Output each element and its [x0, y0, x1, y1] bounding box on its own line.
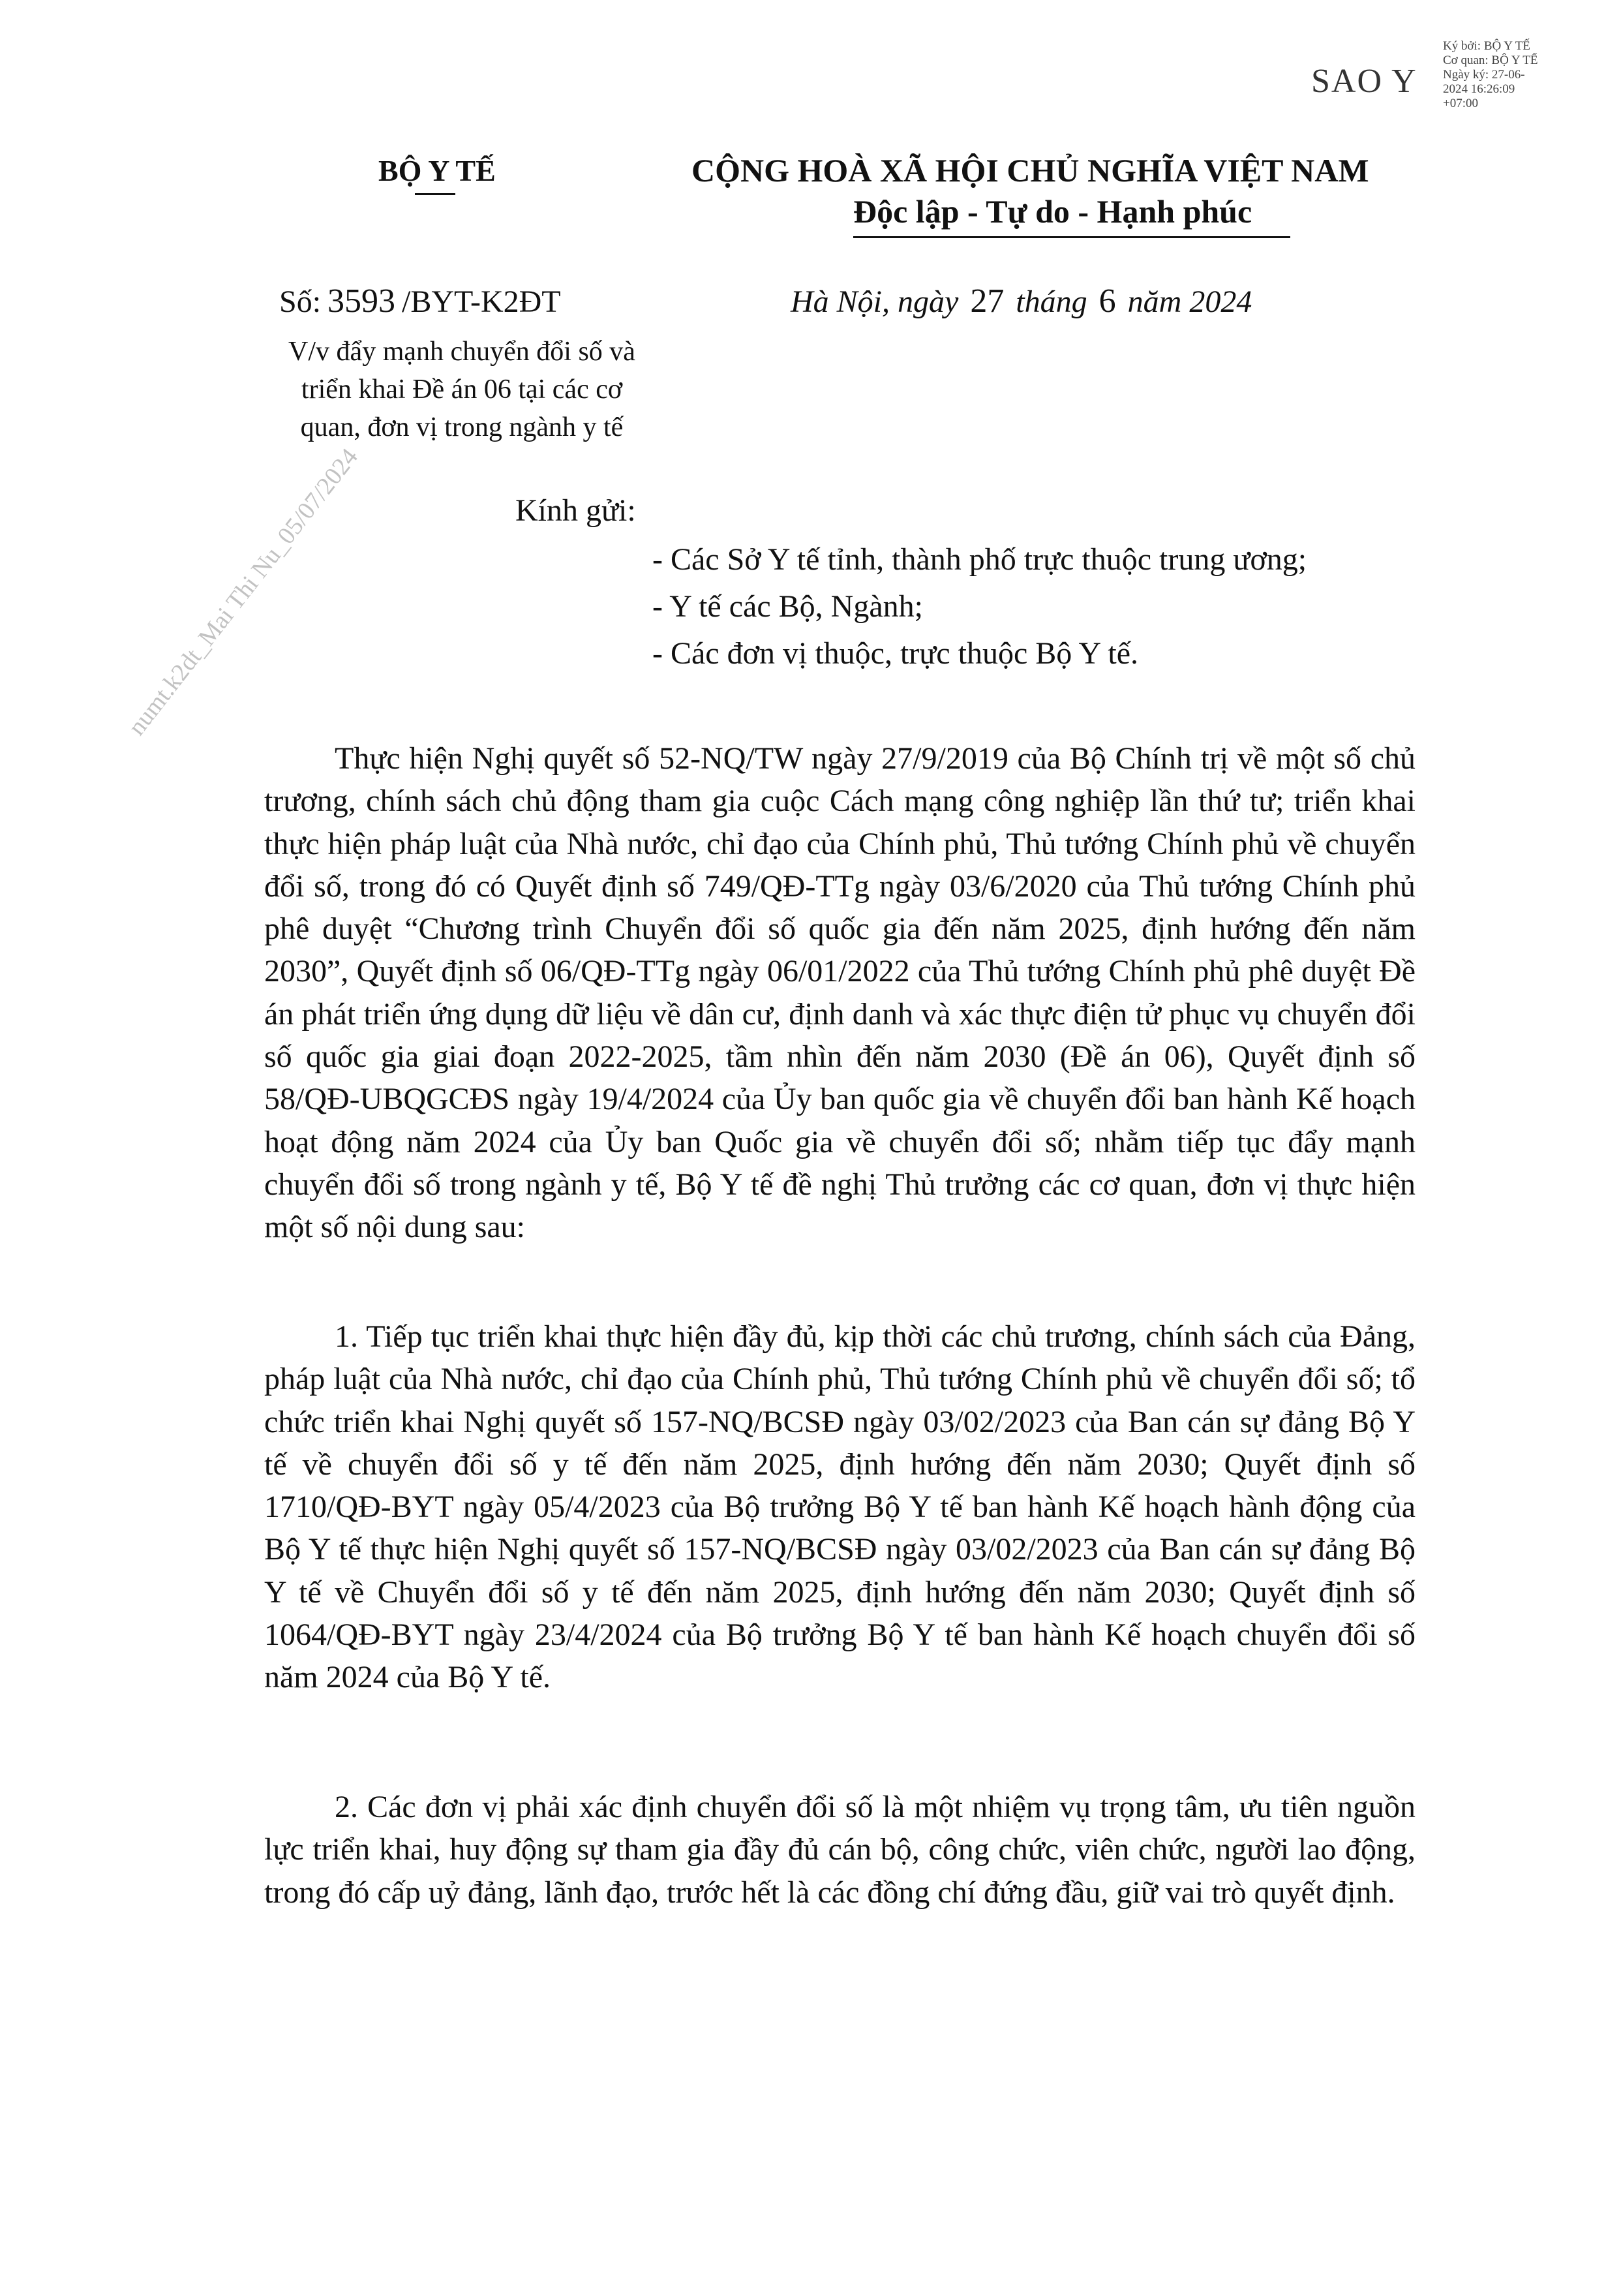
- sao-y-stamp: SAO Y: [1311, 63, 1417, 100]
- number-prefix: Số:: [279, 284, 322, 319]
- place-and-date: [791, 282, 1252, 320]
- day-value: 27: [970, 283, 1005, 320]
- recipient-list: [652, 536, 1307, 677]
- number-value: 3593: [327, 283, 396, 320]
- document-number: [279, 282, 561, 320]
- document-subject: [247, 333, 677, 446]
- month-label: tháng: [1016, 284, 1087, 319]
- number-suffix: /BYT-K2ĐT: [402, 284, 561, 319]
- year-label: năm 2024: [1127, 284, 1252, 319]
- recipient-item: - Các Sở Y tế tỉnh, thành phố trực thuộc trung ương;: [652, 542, 1307, 577]
- subject-line: triển khai Đề án 06 tại các cơ: [301, 375, 623, 405]
- national-title: CỘNG HOÀ XÃ HỘI CHỦ NGHĨA VIỆT NAM: [691, 152, 1369, 189]
- ministry-underline: [415, 193, 455, 195]
- subject-line: V/v đẩy mạnh chuyển đổi số và: [288, 337, 635, 367]
- subject-line: quan, đơn vị trong ngành y tế: [300, 412, 624, 442]
- signed-by: Ký bởi: BỘ Y TẾ: [1443, 39, 1530, 53]
- month-value: 6: [1098, 283, 1116, 320]
- place-prefix: Hà Nội, ngày: [791, 284, 959, 319]
- signing-agency: Cơ quan: BỘ Y TẾ: [1443, 54, 1538, 67]
- motto-underline: [853, 236, 1290, 238]
- recipient-item: - Các đơn vị thuộc, trực thuộc Bộ Y tế.: [652, 636, 1139, 671]
- issuing-ministry: BỘ Y TẾ: [378, 154, 496, 187]
- national-motto: Độc lập - Tự do - Hạnh phúc: [853, 193, 1252, 230]
- digital-signature-info: [1443, 39, 1599, 111]
- signing-timezone: +07:00: [1443, 97, 1478, 110]
- body-paragraph-item-2: 2. Các đơn vị phải xác định chuyển đổi số là một nhiệm vụ trọng tâm, ưu tiên nguồn lực triển khai, huy động sự tham gia đầy đủ cán bộ, công chức, viên chức, người lao động, trong đó cấp uỷ đảng, lãnh đạo, trước hết là các đồng chí đứng đầu, giữ vai trò quyết định.: [264, 1790, 1416, 1910]
- signing-date: Ngày ký: 27-06-: [1443, 68, 1525, 82]
- salutation-label: Kính gửi:: [515, 493, 636, 528]
- body-paragraph-intro: Thực hiện Nghị quyết số 52-NQ/TW ngày 27/9/2019 của Bộ Chính trị về một số chủ trương, chính sách chủ động tham gia cuộc Cách mạng công nghiệp lần thứ tư; triển khai thực hiện pháp luật của Nhà nước, chỉ đạo của Chính phủ, Thủ tướng Chính phủ về chuyển đổi số, trong đó có Quyết định số 749/QĐ-TTg ngày 03/6/2020 của Thủ tướng Chính phủ phê duyệt “Chương trình Chuyển đổi số quốc gia đến năm 2025, định hướng đến năm 2030”, Quyết định số 06/QĐ-TTg ngày 06/01/2022 của Thủ tướng Chính phủ phê duyệt Đề án phát triển ứng dụng dữ liệu về dân cư, định danh và xác thực điện tử phục vụ chuyển đổi số quốc gia giai đoạn 2022-2025, tầm nhìn đến năm 2030 (Đề án 06), Quyết định số 58/QĐ-UBQGCĐS ngày 19/4/2024 của Ủy ban quốc gia về chuyển đổi ban hành Kế hoạch hoạt động năm 2024 của Ủy ban Quốc gia về chuyển đổi số; nhằm tiếp tục đẩy mạnh chuyển đổi số trong ngành y tế, Bộ Y tế đề nghị Thủ trưởng các cơ quan, đơn vị thực hiện một số nội dung sau:: [264, 741, 1416, 1245]
- download-watermark: numt.k2dt_Mai Thi Nu_05/07/2024: [123, 443, 364, 741]
- body-paragraph-item-1: 1. Tiếp tục triển khai thực hiện đầy đủ, kịp thời các chủ trương, chính sách của Đảng, pháp luật của Nhà nước, chỉ đạo của Chính phủ, Thủ tướng Chính phủ về chuyển đổi số; tổ chức triển khai Nghị quyết số 157-NQ/BCSĐ ngày 03/02/2023 của Ban cán sự đảng Bộ Y tế về chuyển đổi số y tế đến năm 2025, định hướng đến năm 2030; Quyết định số 1710/QĐ-BYT ngày 05/4/2023 của Bộ trưởng Bộ Y tế ban hành Kế hoạch hành động của Bộ Y tế thực hiện Nghị quyết số 157-NQ/BCSĐ ngày 03/02/2023 của Ban cán sự đảng Bộ Y tế về Chuyển đổi số y tế đến năm 2025, định hướng đến năm 2030; Quyết định số 1064/QĐ-BYT ngày 23/4/2024 của Bộ trưởng Bộ Y tế ban hành Kế hoạch chuyển đổi số năm 2024 của Bộ Y tế.: [264, 1319, 1416, 1695]
- recipient-item: - Y tế các Bộ, Ngành;: [652, 589, 923, 624]
- signing-time: 2024 16:26:09: [1443, 82, 1515, 96]
